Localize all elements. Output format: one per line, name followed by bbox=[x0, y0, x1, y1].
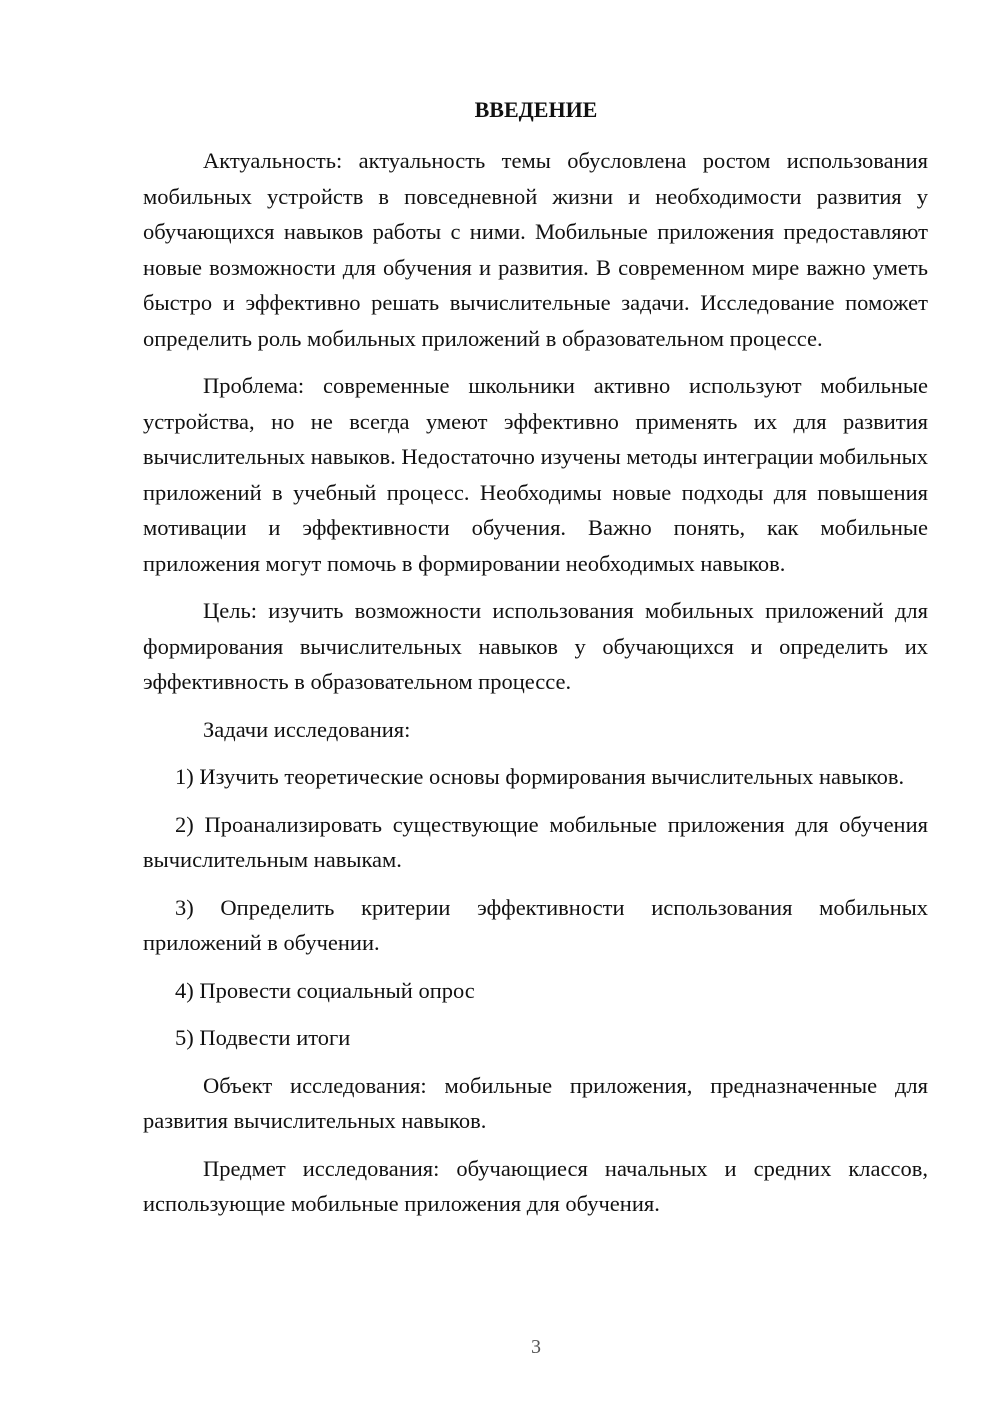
list-item-task-2: 2) Проанализировать существующие мобильные приложения для обучения вычислительным навыкам. bbox=[143, 811, 928, 872]
list-item-task-4: 4) Провести социальный опрос bbox=[175, 977, 475, 1003]
paragraph-relevance: Актуальность: актуальность темы обусловлена ростом использования мобильных устройств в повседневной жизни и необходимости развития у обучающихся навыков работы с ними. Мобильные приложения предоставляют новые возможности для обучения и развития. В современном мире важно уметь быстро и эффективно решать вычислительные задачи. Исследование поможет определить роль мобильных приложений в образовательном процессе. bbox=[143, 148, 928, 351]
list-item-task-1: 1) Изучить теоретические основы формирования вычислительных навыков. bbox=[175, 764, 905, 789]
paragraph-tasks-intro: Задачи исследования: bbox=[203, 716, 411, 742]
list-item-task-5: 5) Подвести итоги bbox=[175, 1025, 351, 1050]
page-number: 3 bbox=[531, 1336, 541, 1358]
paragraph-goal: Цель: изучить возможности использования мобильных приложений для формирования вычислительных навыков у обучающихся и определить их эффективность в образовательном процессе. bbox=[143, 598, 928, 694]
paragraph-object: Объект исследования: мобильные приложения, предназначенные для развития вычислительных навыков. bbox=[143, 1072, 928, 1133]
paragraph-subject: Предмет исследования: обучающиеся начальных и средних классов, использующие мобильные приложения для обучения. bbox=[143, 1155, 928, 1216]
document-body bbox=[143, 143, 928, 1222]
list-item-task-3: 3) Определить критерии эффективности использования мобильных приложений в обучении. bbox=[143, 894, 928, 955]
page-title: ВВЕДЕНИЕ bbox=[474, 97, 598, 122]
paragraph-problem: Проблема: современные школьники активно используют мобильные устройства, но не всегда умеют эффективно применять их для развития вычислительных навыков. Недостаточно изучены методы интеграции мобильных приложений в учебный процесс. Необходимы новые подходы для повышения мотивации и эффективности обучения. Важно понять, как мобильные приложения могут помочь в формировании необходимых навыков. bbox=[143, 373, 928, 576]
